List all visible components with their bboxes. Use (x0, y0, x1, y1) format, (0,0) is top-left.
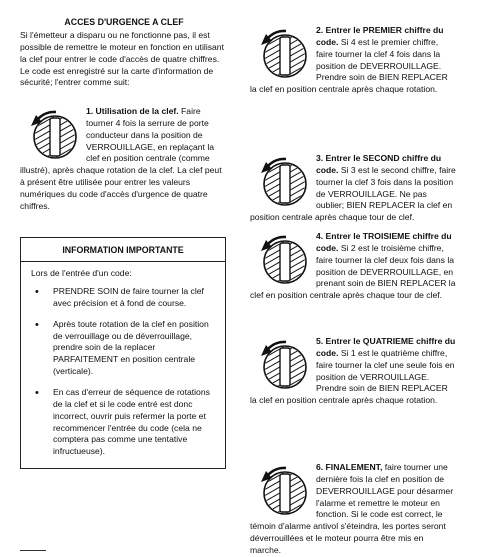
step-4 (250, 231, 456, 302)
step-2 (250, 25, 456, 96)
list-item: • En cas d'erreur de séquence de rotations de la clef et si le code entré est donc incorrect, ouvrir puis refermer la porte et recommencer l'entrée du code (cela ne comptera pas comme une tentative infructueuse). (31, 387, 217, 458)
step-6-heading: 6. FINALEMENT, (316, 462, 383, 472)
step-2-text: Si 4 est le premier chiffre, faire tourner la clef 4 fois dans la position de DEVERROUILLAGE. Prendre soin de BIEN REPLACER la clef en position centrale après chaque rotation. (250, 36, 448, 95)
info-list (31, 286, 217, 458)
key-lock-illustration (250, 25, 312, 83)
key-lock-illustration (20, 106, 82, 164)
key-lock-icon (250, 462, 312, 520)
key-lock-illustration (250, 231, 312, 289)
key-lock-icon (250, 231, 312, 289)
step-6-text: faire tourner une dernière fois la clef en position de DEVERROUILLAGE pour désarmer l'alarme et remettre le moteur en fonction. Si le code est correct, le témoin d'alarme antivol s'éteindra, les portes seront déverrouillées et le moteur pourra être mis en marche. (250, 462, 454, 556)
list-item: • PRENDRE SOIN de faire tourner la clef avec précision et à fond de course. (31, 286, 217, 310)
info-heading: INFORMATION IMPORTANTE (21, 238, 225, 262)
important-info-box (20, 237, 226, 469)
step-5 (250, 336, 456, 407)
step-1-text: Faire tourner 4 fois la serrure de porte conducteur dans la position de VERROUILLAGE, en replaçant la clef en position centrale (comme illustré), après chaque rotation de la clef. La clef peut à présent être utilisée pour entrer les valeurs numériques du code d'accès d'urgence de quatre chiffres. (20, 106, 222, 211)
key-lock-illustration (250, 153, 312, 211)
step-5-text: Si 1 est le quatrième chiffre, faire tourner la clef une seule fois en position de VERROUILLAGE. Prendre soin de BIEN REPLACER la clef en position centrale après chaque rotation. (250, 347, 455, 406)
key-lock-icon (250, 336, 312, 394)
section-title: ACCES D'URGENCE A CLEF (64, 17, 184, 27)
step-2-heading: 2. Entrer le PREMIER chiffre du code. (316, 25, 444, 47)
step-3-text: Si 3 est le second chiffre, faire tourner la clef 3 fois dans la position de VERROUILLAGE. Ne pas oublier; BIEN REPLACER la clef en position centrale après chaque tour de clef. (250, 164, 456, 223)
step-4-text: Si 2 est le troisième chiffre, faire tourner la clef deux fois dans la position de DEVERROUILLAGE, en prenant soin de BIEN REPLACER la clef en position centrale après chaque tour de clef. (250, 242, 456, 301)
list-item: • Après toute rotation de la clef en position de verrouillage ou de déverrouillage, prendre soin de la replacer PARFAITEMENT en position centrale (verticale). (31, 319, 217, 378)
step-5-heading: 5. Entrer le QUATRIEME chiffre du code. (316, 336, 456, 358)
intro-paragraph: Si l'émetteur a disparu ou ne fonctionne pas, il est possible de remettre le moteur en fonction en utilisant la clef pour entrer le code d'accès de quatre chiffres. Le code est enregistré sur la carte d'information de sécurité; l'entrer comme suit: (20, 30, 224, 88)
info-lead: Lors de l'entrée d'un code: (31, 268, 132, 279)
key-lock-illustration (250, 462, 312, 520)
step-6 (250, 462, 456, 557)
key-lock-icon (250, 25, 312, 83)
step-3-heading: 3. Entrer le SECOND chiffre du code. (316, 153, 442, 175)
key-lock-illustration (250, 336, 312, 394)
step-1 (20, 106, 228, 213)
step-3 (250, 153, 456, 224)
footer-rule (20, 550, 46, 551)
key-lock-icon (20, 106, 82, 164)
step-4-heading: 4. Entrer le TROISIEME chiffre du code. (316, 231, 452, 253)
step-1-heading: 1. Utilisation de la clef. (86, 106, 179, 116)
key-lock-icon (250, 153, 312, 211)
